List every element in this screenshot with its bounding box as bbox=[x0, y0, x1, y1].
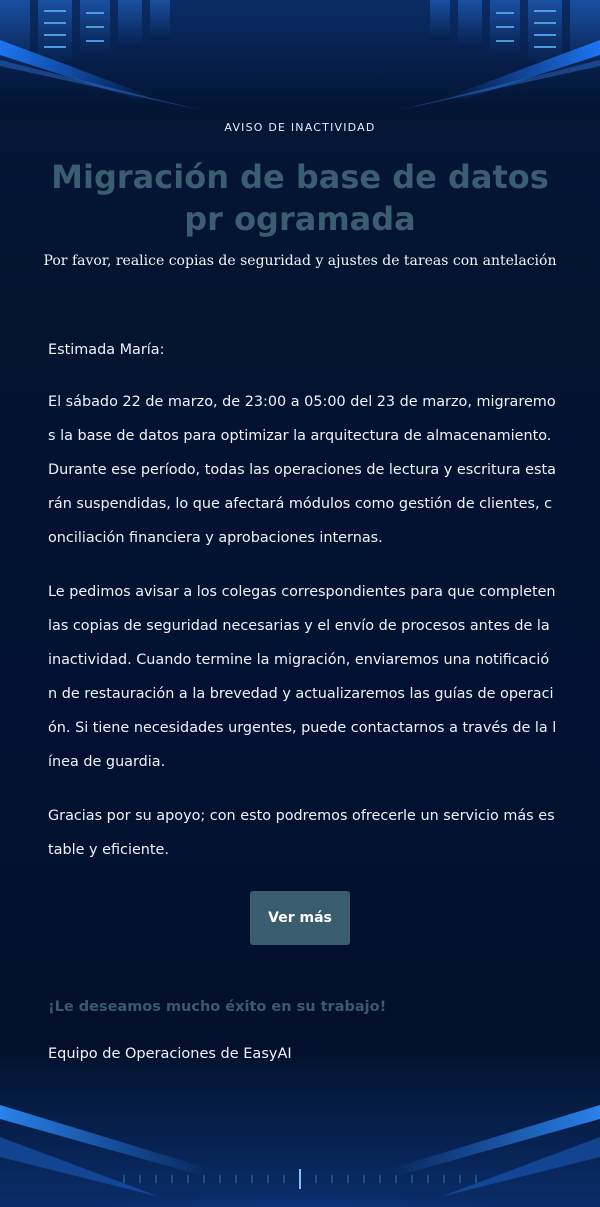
closing-wish: ¡Le deseamos mucho éxito en su trabajo! bbox=[48, 999, 387, 1015]
notice-eyebrow: AVISO DE INACTIVIDAD bbox=[224, 121, 376, 134]
tech-floor-footer-illustration bbox=[0, 1057, 600, 1207]
server-room-header-illustration bbox=[0, 0, 600, 120]
letter-greeting: Estimada María: bbox=[48, 342, 165, 358]
letter-paragraph: Gracias por su apoyo; con esto podremos ofrecerle un servicio más estable y eficiente. bbox=[48, 808, 555, 858]
see-more-button[interactable]: Ver más bbox=[250, 891, 350, 945]
letter-body bbox=[48, 333, 558, 887]
signature-team: Equipo de Operaciones de EasyAI bbox=[48, 1046, 292, 1062]
letter-paragraph: El sábado 22 de marzo, de 23:00 a 05:00 del 23 de marzo, migraremos la base de datos para optimizar la arquitectura de almacenamiento. Durante ese período, todas las operaciones de lectura y escritura estarán suspendidas, lo que afectará módulos como gestión de clientes, conciliación financiera y aprobaciones internas. bbox=[48, 394, 556, 546]
page-title: Migración de base de datos pr ogramada bbox=[51, 158, 549, 238]
letter-paragraph: Le pedimos avisar a los colegas correspondientes para que completen las copias de seguridad necesarias y el envío de procesos antes de la inactividad. Cuando termine la migración, enviaremos una notificación de restauración a la brevedad y actualizaremos las guías de operación. Si tiene necesidades urgentes, puede contactarnos a través de la línea de guardia. bbox=[48, 584, 557, 770]
page-subtitle: Por favor, realice copias de seguridad y ajustes de tareas con antelación bbox=[43, 253, 557, 269]
